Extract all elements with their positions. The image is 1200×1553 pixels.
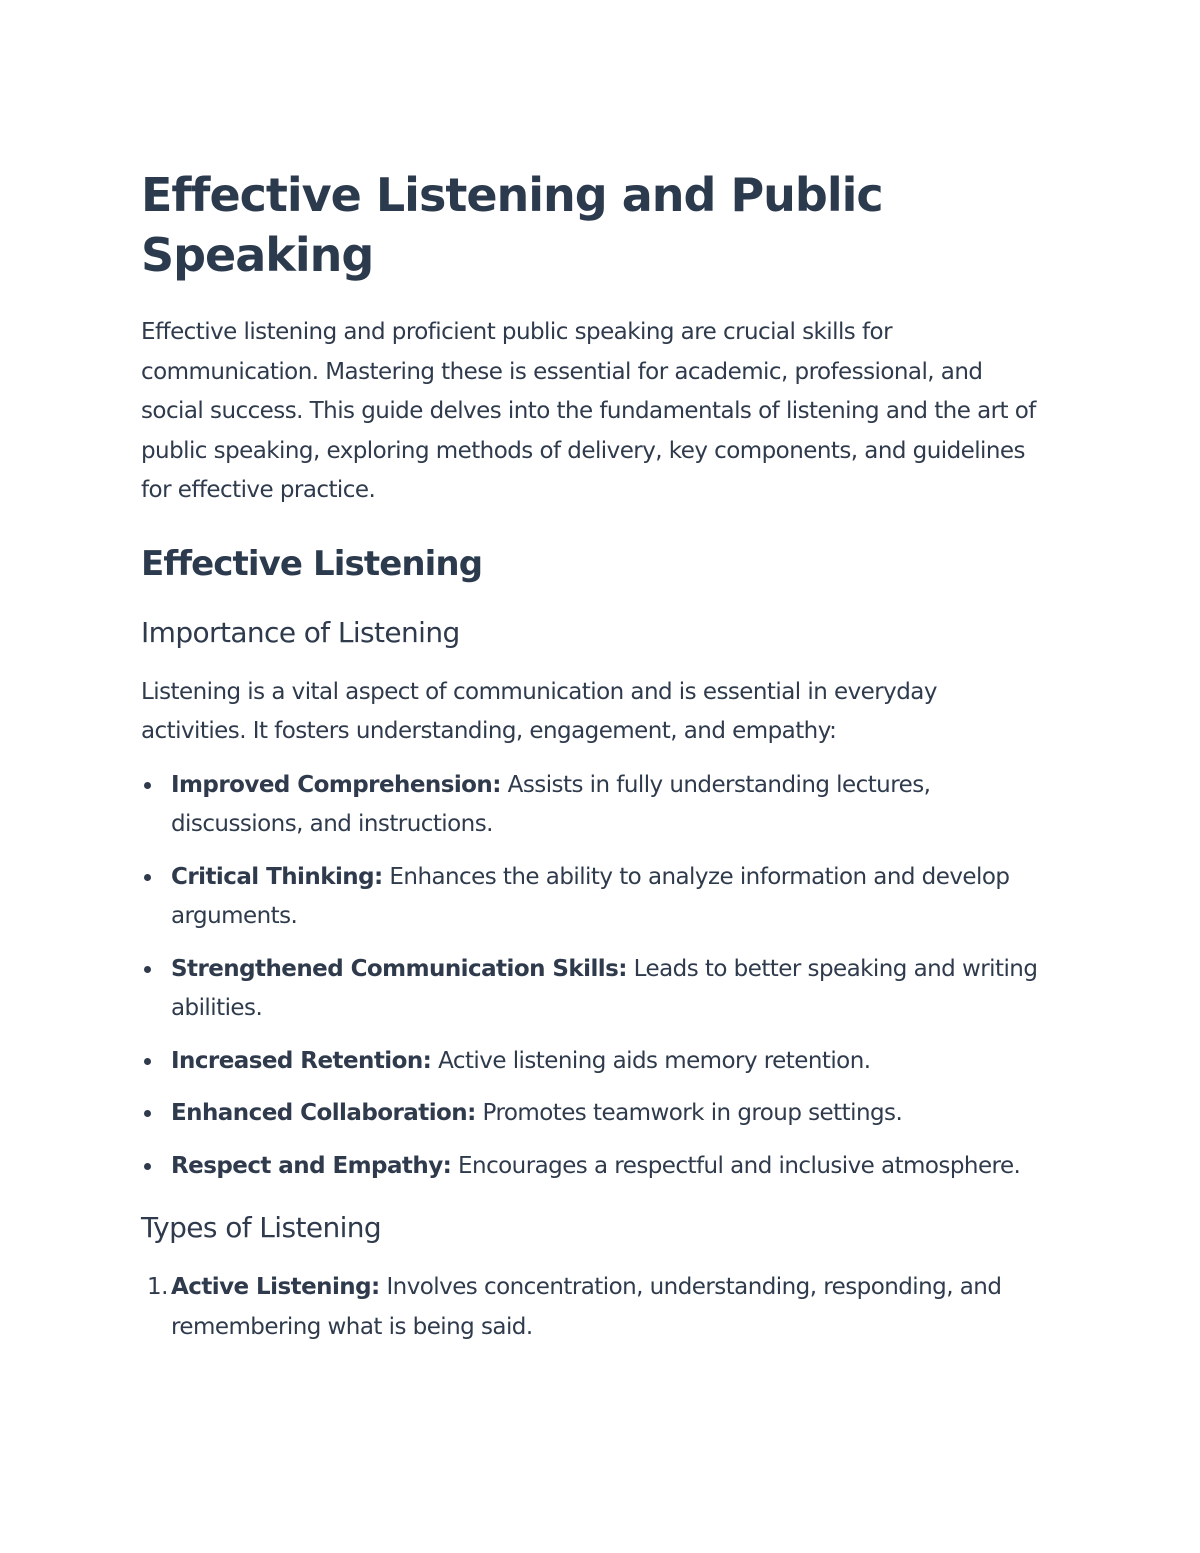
bullet-icon	[144, 1163, 151, 1170]
bullet-term: Respect and Empathy:	[171, 1152, 452, 1179]
list-text: Involves concentration, understanding, responding, and remembering what is being said.	[171, 1274, 1002, 1340]
bullet-icon	[144, 1058, 151, 1065]
list-item	[141, 1268, 1041, 1347]
list-item	[141, 1094, 1041, 1134]
subheading-importance-of-listening: Importance of Listening	[141, 615, 460, 649]
importance-bullet-list	[141, 766, 1041, 1187]
bullet-term: Enhanced Collaboration:	[171, 1100, 476, 1126]
section-heading-effective-listening: Effective Listening	[141, 543, 483, 584]
document-title: Effective Listening and Public Speaking	[141, 168, 883, 282]
bullet-icon	[144, 1110, 151, 1117]
bullet-text: Leads to better speaking and writing abilities.	[171, 955, 1038, 1021]
document-page	[141, 165, 1041, 1360]
bullet-icon	[144, 782, 151, 789]
bullet-term: Critical Thinking:	[171, 863, 383, 890]
list-item	[141, 1147, 1041, 1187]
list-item	[141, 858, 1041, 937]
bullet-term: Increased Retention:	[171, 1047, 432, 1074]
list-item	[141, 1042, 1041, 1082]
subheading-types-of-listening: Types of Listening	[141, 1211, 382, 1244]
bullet-text: Assists in fully understanding lectures, discussions, and instructions.	[171, 771, 931, 837]
list-number: 1.	[147, 1274, 168, 1300]
bullet-text: Enhances the ability to analyze information and develop arguments.	[171, 863, 1010, 929]
list-item	[141, 766, 1041, 845]
types-numbered-list	[141, 1268, 1041, 1347]
bullet-term: Strengthened Communication Skills:	[171, 955, 627, 982]
list-term: Active Listening:	[171, 1274, 380, 1300]
importance-paragraph: Listening is a vital aspect of communication and is essential in everyday activities. It fosters understanding, engagement, and empathy:	[141, 678, 937, 744]
list-item	[141, 950, 1041, 1029]
bullet-text: Promotes teamwork in group settings.	[475, 1100, 903, 1126]
bullet-text: Encourages a respectful and inclusive atmosphere.	[451, 1152, 1021, 1179]
bullet-text: Active listening aids memory retention.	[431, 1047, 871, 1074]
bullet-icon	[144, 874, 151, 881]
bullet-icon	[144, 966, 151, 973]
intro-paragraph: Effective listening and proficient public speaking are crucial skills for communication. Mastering these is essential for academic, professional, and social success. This guide delves into the fundamentals of listening and the art of public speaking, exploring methods of delivery, key components, and guidelines for effective practice.	[141, 319, 1036, 503]
bullet-term: Improved Comprehension:	[171, 771, 501, 798]
